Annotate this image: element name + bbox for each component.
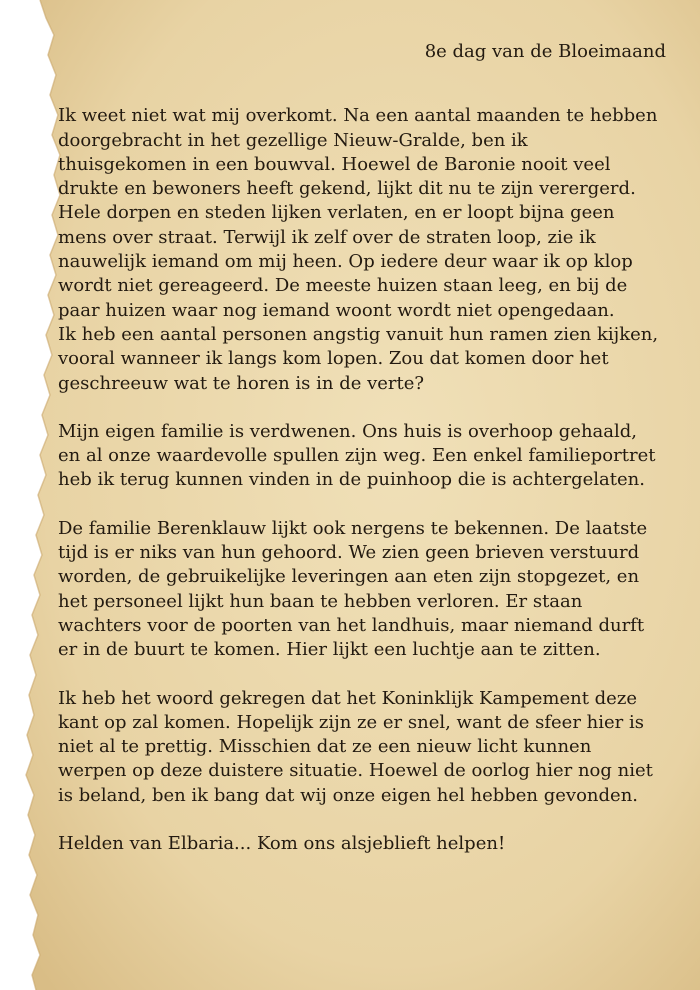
letter-closing: Helden van Elbaria... Kom ons alsjeblieft helpen! — [58, 833, 506, 855]
paragraph-4: Ik heb het woord gekregen dat het Koninklijk Kampement deze kant op zal komen. Hopelijk zijn ze er snel, want de sfeer hier is niet al te prettig. Misschien dat ze een nieuw licht kunnen werpen op deze duistere situatie. Hoewel de oorlog hier nog niet is beland, ben ik bang dat wij onze eigen hel hebben gevonden. — [58, 687, 653, 806]
paragraph-1: Ik weet niet wat mij overkomt. Na een aantal maanden te hebben doorgebracht in het gezellige Nieuw-Gralde, ben ik thuisgekomen in een bouwval. Hoewel de Baronie nooit veel drukte en bewoners heeft gekend, lijkt dit nu te zijn verergerd. Hele dorpen en steden lijken verlaten, en er loopt bijna geen mens over straat. Terwijl ik zelf over de straten loop, zie ik nauwelijk iemand om mij heen. Op iedere deur waar ik op klop wordt niet gereageerd. De meeste huizen staan leeg, en bij de paar huizen waar nog iemand woont wordt niet opengedaan. Ik heb een aantal personen angstig vanuit hun ramen zien kijken, vooral wanneer ik langs kom lopen. Zou dat komen door het geschreeuw wat te horen is in de verte? — [58, 105, 659, 394]
paragraph-3: De familie Berenklauw lijkt ook nergens te bekennen. De laatste tijd is er niks van hun gehoord. We zien geen brieven verstuurd worden, de gebruikelijke leveringen aan eten zijn stopgezet, en het personeel lijkt hun baan te hebben verloren. Er staan wachters voor de poorten van het landhuis, maar niemand durft er in de buurt te komen. Hier lijkt een luchtje aan te zitten. — [58, 517, 648, 661]
letter-date: 8e dag van de Bloeimaand — [424, 41, 666, 62]
letter-body — [58, 40, 670, 856]
paragraph-2: Mijn eigen familie is verdwenen. Ons huis is overhoop gehaald, en al onze waardevolle spullen zijn weg. Een enkel familieportret heb ik terug kunnen vinden in de puinhoop die is achtergelaten. — [58, 420, 656, 491]
